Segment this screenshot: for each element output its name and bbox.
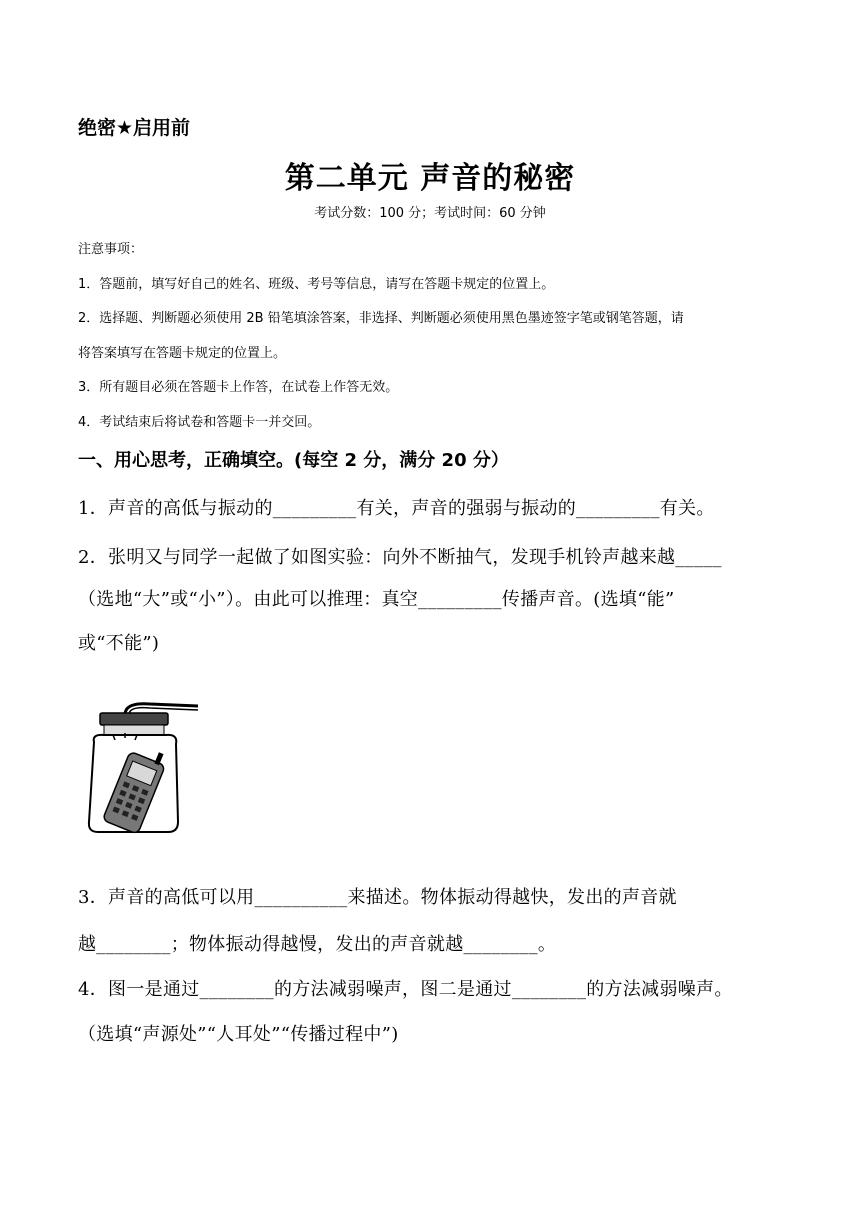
question-1: 1．声音的高低与振动的_________有关，声音的强弱与振动的_________有关。 bbox=[78, 498, 715, 519]
question-3-line-2: 越________；物体振动得越慢，发出的声音就越________。 bbox=[78, 934, 557, 955]
notice-heading: 注意事项： bbox=[78, 242, 144, 257]
experiment-figure bbox=[80, 700, 210, 840]
page-title: 第二单元 声音的秘密 bbox=[284, 161, 576, 196]
notice-item-2-cont: 将答案填写在答题卡规定的位置上。 bbox=[78, 346, 287, 361]
exam-info: 考试分数：100 分；考试时间：60 分钟 bbox=[314, 206, 546, 221]
question-4-line-2: （选填“声源处”“人耳处”“传播过程中”) bbox=[78, 1024, 399, 1045]
notice-item-3: 3．所有题目必须在答题卡上作答，在试卷上作答无效。 bbox=[78, 380, 399, 395]
question-2-line-1: 2．张明又与同学一起做了如图实验：向外不断抽气，发现手机铃声越来越_____ bbox=[78, 547, 722, 568]
notice-item-2: 2．选择题、判断题必须使用 2B 铅笔填涂答案，非选择、判断题必须使用黑色墨迹签字笔或钢笔答题，请 bbox=[78, 311, 684, 326]
notice-item-1: 1．答题前，填写好自己的姓名、班级、考号等信息，请写在答题卡规定的位置上。 bbox=[78, 277, 555, 292]
section-heading: 一、用心思考，正确填空。(每空 2 分，满分 20 分） bbox=[78, 450, 509, 471]
secret-label: 绝密★启用前 bbox=[78, 117, 191, 139]
question-2-line-2: （选地“大”或“小”）。由此可以推理：真空_________传播声音。(选填“能” bbox=[78, 589, 675, 610]
question-3-line-1: 3．声音的高低可以用__________来描述。物体振动得越快，发出的声音就 bbox=[78, 887, 677, 908]
phone-in-jar-illustration bbox=[80, 700, 210, 840]
question-2-line-3: 或“不能”) bbox=[78, 633, 160, 654]
notice-item-4: 4．考试结束后将试卷和答题卡一并交回。 bbox=[78, 415, 321, 430]
question-4-line-1: 4．图一是通过________的方法减弱噪声，图二是通过________的方法减弱噪声。 bbox=[78, 979, 733, 1000]
